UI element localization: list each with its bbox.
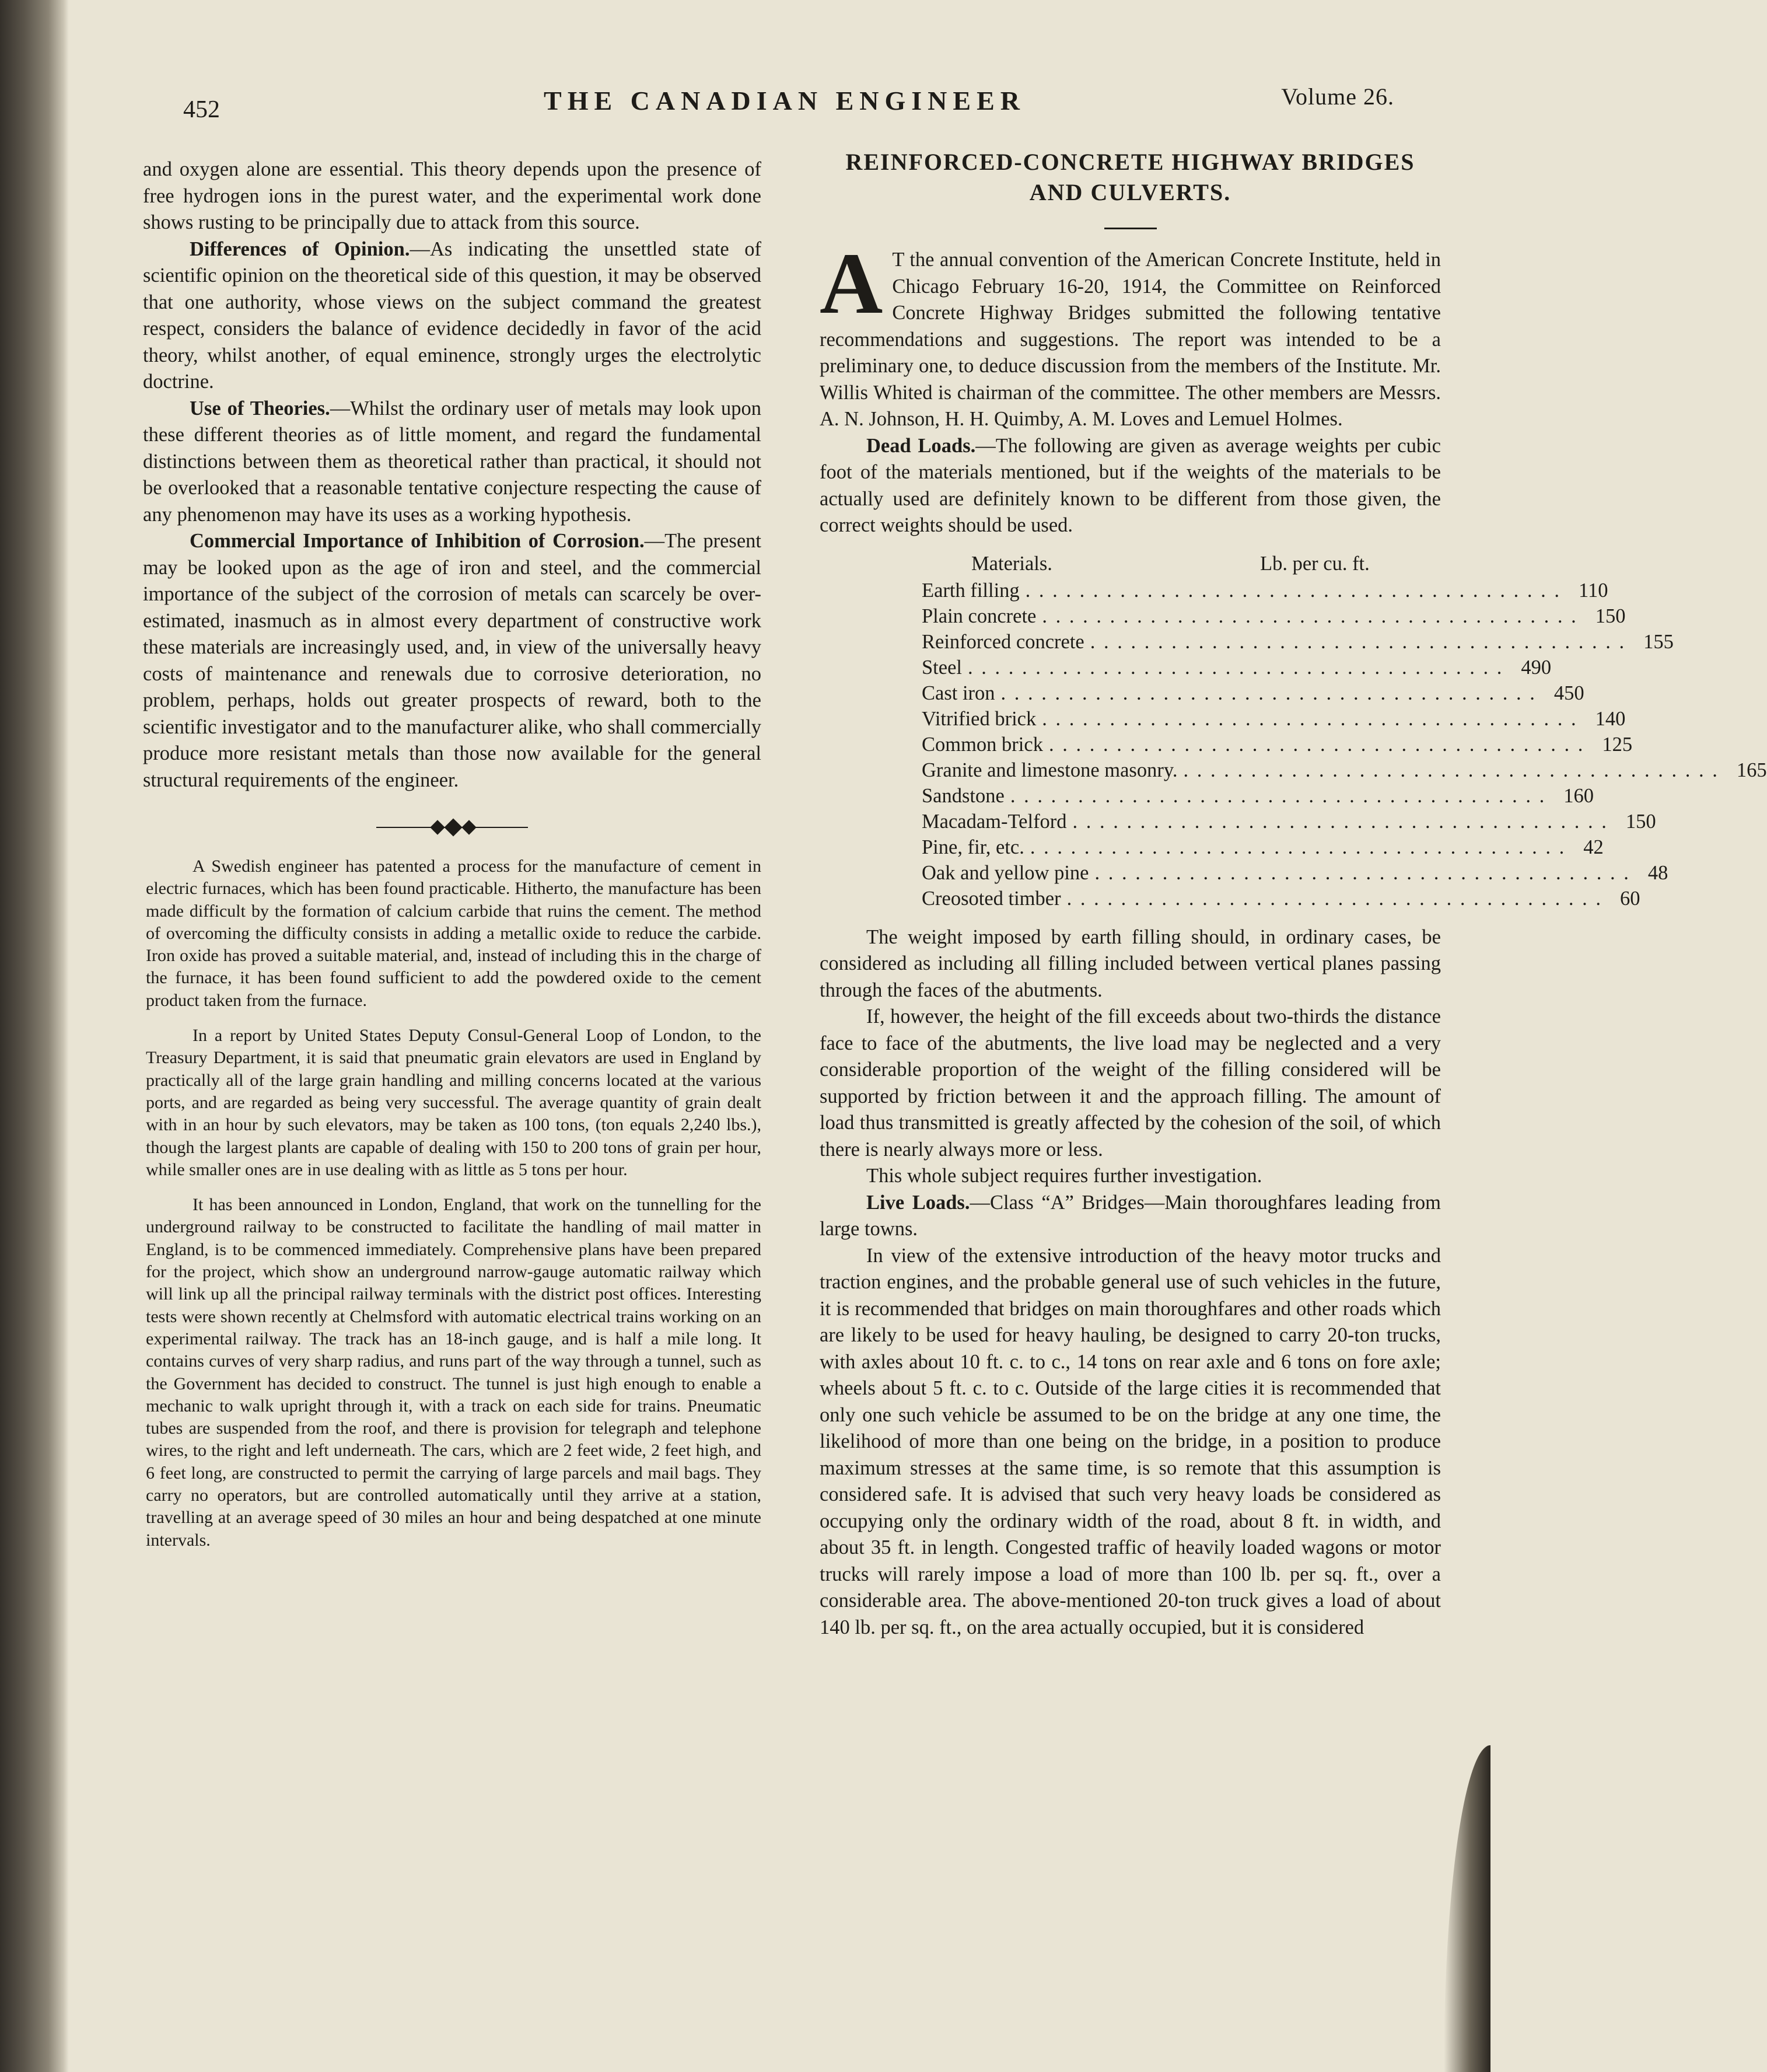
subhead-dead-loads: Dead Loads. (866, 434, 976, 457)
material-name: Pine, fir, etc. (922, 836, 1024, 858)
leader-dots: . . . . . . . . . . . . . . . . . . . . . . . . . . . . . . . . . . . . . . . . (1090, 630, 1626, 653)
leader-dots: . . . . . . . . . . . . . . . . . . . . . . . . . . . . . . . . . . . . . . . . (1072, 810, 1608, 833)
leader-dots: . . . . . . . . . . . . . . . . . . . . . . . . . . . . . . . . . . . . . . . . (1025, 579, 1562, 602)
paragraph-rust-theory: and oxygen alone are essential. This theory depends upon the presence of free hydrogen ions in the purest water, and the experimental work done shows rusting to be principally due to attack from this source. (143, 158, 761, 233)
material-weight: 60 (1619, 887, 1640, 910)
table-row (922, 629, 1674, 655)
table-row (922, 680, 1584, 706)
subhead-differences: Differences of Opinion. (190, 237, 410, 260)
material-name: Creosoted timber (922, 887, 1061, 910)
leader-dots: . . . . . . . . . . . . . . . . . . . . . . . . . . . . . . . . . . . . . . . . (1183, 759, 1719, 781)
right-column (820, 149, 1767, 1641)
leader-dots: . . . . . . . . . . . . . . . . . . . . . . . . . . . . . . . . . . . . . . . . (1042, 605, 1578, 627)
material-name: Oak and yellow pine (922, 861, 1089, 884)
leader-dots: . . . . . . . . . . . . . . . . . . . . . . . . . . . . . . . . . . . . . . . . (1042, 707, 1578, 730)
table-row (922, 757, 1767, 783)
page-number: 452 (183, 96, 220, 123)
material-weight: 490 (1521, 656, 1552, 679)
material-name: Sandstone (922, 784, 1005, 807)
table-row (922, 834, 1604, 860)
table-row (922, 809, 1656, 834)
table-row (922, 603, 1626, 629)
leader-dots: . . . . . . . . . . . . . . . . . . . . . . . . . . . . . . . . . . . . . . . . (1000, 682, 1537, 704)
leader-dots: . . . . . . . . . . . . . . . . . . . . . . . . . . . . . . . . . . . . . . . . (1010, 784, 1546, 807)
section-divider-ornament (376, 816, 528, 839)
table-row (922, 655, 1552, 680)
material-name: Earth filling (922, 579, 1020, 602)
intro-text: T the annual convention of the American Concrete Institute, held in Chicago February 16-20, 1914, the Committee on Reinforced Concrete Highway Bridges submitted the following tentative recommendations and suggestions. The report was intended to be a preliminary one, to deduce discussion from the members of the Institute. Mr. Willis Whited is chairman of the committee. The other members are Messrs. A. N. Johnson, H. H. Quimby, A. M. Loves and Lemuel Holmes. (820, 249, 1441, 430)
note-swedish-cement: A Swedish engineer has patented a process for the manufacture of cement in electric furnaces, which has been found practicable. Hitherto, the manufacture has been made difficult by the formation of calcium carbide that ruins the cement. The method of overcoming the difficulty consists in adding a metallic oxide to reduce the carbide. Iron oxide has proved a suitable material, and, instead of including this in the charge of the furnace, it has been found sufficient to add the powdered oxide to the cement product taken from the furnace. (146, 857, 761, 1010)
paragraph-dead-loads-text: —The following are given as average weights per cubic foot of the materials mentioned, but if the weights of the materials to be actually used are definitely known to be different from those given, the correct weights should be used. (820, 434, 1441, 536)
table-header (922, 551, 1388, 576)
material-name: Common brick (922, 733, 1043, 756)
materials-weight-table (922, 551, 1767, 911)
leader-dots: . . . . . . . . . . . . . . . . . . . . . . . . . . . . . . . . . . . . . . . . (967, 656, 1504, 679)
material-weight: 150 (1595, 605, 1626, 627)
page-header (175, 81, 1394, 123)
article-title-line2: AND CULVERTS. (1029, 179, 1231, 205)
material-weight: 150 (1625, 810, 1656, 833)
page-curl-shadow (1444, 1745, 1490, 2072)
table-row (922, 860, 1668, 886)
leader-dots: . . . . . . . . . . . . . . . . . . . . . . . . . . . . . . . . . . . . . . . . (1030, 836, 1566, 858)
journal-title: THE CANADIAN ENGINEER (544, 86, 1026, 116)
leader-dots: . . . . . . . . . . . . . . . . . . . . . . . . . . . . . . . . . . . . . . . . (1048, 733, 1585, 756)
subhead-live-loads: Live Loads. (866, 1191, 970, 1214)
material-weight: 165 (1736, 759, 1767, 781)
subhead-theories: Use of Theories. (190, 397, 330, 420)
material-weight: 42 (1583, 836, 1604, 858)
leader-dots: . . . . . . . . . . . . . . . . . . . . . . . . . . . . . . . . . . . . . . . . (1066, 887, 1602, 910)
paragraph-commercial (143, 528, 761, 794)
table-row (922, 732, 1633, 757)
table-header-materials: Materials. (971, 552, 1052, 575)
paragraph-theories (143, 396, 761, 529)
table-row (922, 578, 1608, 603)
table-row (922, 783, 1594, 809)
table-row (922, 886, 1640, 911)
drop-cap: A (820, 235, 883, 332)
material-name: Granite and limestone masonry. (922, 759, 1178, 781)
left-column (143, 156, 761, 1552)
paragraph-heavy-trucks: In view of the extensive introduction of the heavy motor trucks and traction engines, and the probable general use of such vehicles in the future, it is recommended that bridges on main thoroughfares and other roads which are likely to be used for heavy hauling, be designed to carry 20-ton trucks, with axles about 10 ft. c. to c., 14 tons on rear axle and 6 tons on fore axle; wheels about 5 ft. c. to c. Outside of the large cities it is recommended that only one such vehicle be assumed to be on the bridge at any one time, the likelihood of more than one being on the bridge, in a position to produce maximum stresses at the same time, is so remote that this assumption is considered safe. It is advised that such very heavy loads be considered as occupying only the ordinary width of the road, about 8 ft. in width, and about 35 ft. in length. Congested traffic of heavily loaded wagons or motor trucks will rarely impose a load of more than 100 lb. per sq. ft., over a considerable area. The above-mentioned 20-ton truck gives a load of about 140 lb. per sq. ft., on the area actually occupied, but it is considered (820, 1244, 1441, 1638)
material-weight: 48 (1647, 861, 1668, 884)
news-notes (143, 855, 761, 1552)
paragraph-commercial-text: —The present may be looked upon as the age of iron and steel, and the commercial importance of the subject of the corrosion of metals can scarcely be over-estimated, inasmuch as in almost every department of constructive work these materials are increasingly used, and, in view of the universally heavy costs of maintenance and renewals due to corrosive deterioration, no problem, perhaps, holds out greater prospects of reward, both to the scientific investigator and to the manufacturer alike, who shall commercially produce more resistant metals than those now available for the general structural requirements of the engineer. (143, 530, 761, 791)
paragraph-theories-text: —Whilst the ordinary user of metals may look upon these different theories as of little moment, and regard the fundamental distinctions between them as theoretical rather than practical, it should not be overlooked that a reasonable tentative conjecture respecting the cause of any phenomenon may have its uses as a working hypothesis. (143, 397, 761, 526)
material-name: Vitrified brick (922, 707, 1037, 730)
paragraph-differences-text: —As indicating the unsettled state of scientific opinion on the theoretical side of this question, it may be observed that one authority, whose views on the subject command the greatest respect, considers the balance of evidence decidedly in favor of the acid theory, whilst another, of equal eminence, strongly urges the electrolytic doctrine. (143, 237, 761, 393)
table-header-weight: Lb. per cu. ft. (1260, 552, 1370, 575)
material-name: Reinforced concrete (922, 630, 1084, 653)
material-name: Macadam-Telford (922, 810, 1067, 833)
paragraph-live-loads-text: —Class “A” Bridges—Main thoroughfares leading from large towns. (820, 1191, 1441, 1240)
table-row (922, 706, 1626, 732)
paragraph-investigation: This whole subject requires further investigation. (866, 1165, 1262, 1187)
volume-label: Volume 26. (1281, 83, 1394, 110)
paragraph-differences (143, 236, 761, 396)
note-grain-elevators: In a report by United States Deputy Consul-General Loop of London, to the Treasury Department, it is said that pneumatic grain elevators are used in England by practically all of the large grain handling and milling concerns located at the various ports, and are regarded as being very successful. The average quantity of grain dealt with in an hour by such elevators, may be taken as 100 tons, (ton equals 2,240 lbs.), though the largest plants are capable of dealing with 150 to 200 tons of grain per hour, while smaller ones are in use dealing with as little as 5 tons per hour. (146, 1026, 761, 1179)
material-name: Plain concrete (922, 605, 1037, 627)
intro-paragraph (820, 235, 1441, 433)
paragraph-live-loads (820, 1190, 1441, 1243)
note-mail-railway: It has been announced in London, England, that work on the tunnelling for the underground railway to be constructed to facilitate the handling of mail matter in England, is to be commenced immediately. Comprehensive plans have been prepared for the project, which show an underground narrow-gauge automatic railway which will link up all the principal railway terminals with the district post offices. Interesting tests were shown recently at Chelmsford with automatic electrical trains working on an experimental railway. The track has an 18-inch gauge, and is half a mile long. It contains curves of very sharp radius, and runs part of the way through a tunnel, such as the Government has decided to construct. The tunnel is just high enough to enable a mechanic to walk upright through it, with a track on each side for trains. Pneumatic tubes are suspended from the roof, and there is provision for telegraph and telephone wires, to the right and left underneath. The cars, which are 2 feet wide, 2 feet high, and 6 feet long, are constructed to permit the carrying of large parcels and mail bags. They carry no operators, but are controlled automatically until they arrive at a station, travelling at an average speed of 30 miles an hour and being despatched at one minute intervals. (146, 1195, 761, 1550)
article-title (820, 147, 1441, 208)
book-spine-shadow (0, 0, 69, 2072)
material-weight: 160 (1563, 784, 1594, 807)
material-weight: 450 (1553, 682, 1584, 704)
paragraph-fill-height: If, however, the height of the fill exceeds about two-thirds the distance face to face of the abutments, the live load may be neglected and a very considerable proportion of the weight of the filling considered will be supported by friction between it and the approach filling. The amount of load thus transmitted is greatly affected by the cohesion of the soil, of which there is nearly always more or less. (820, 1005, 1441, 1161)
material-name: Steel (922, 656, 962, 679)
article-title-line1: REINFORCED-CONCRETE HIGHWAY BRIDGES (845, 149, 1415, 175)
material-name: Cast iron (922, 682, 995, 704)
paragraph-earth-filling: The weight imposed by earth filling should, in ordinary cases, be considered as including all filling included between vertical planes passing through the faces of the abutments. (820, 925, 1441, 1001)
material-weight: 155 (1643, 630, 1674, 653)
leader-dots: . . . . . . . . . . . . . . . . . . . . . . . . . . . . . . . . . . . . . . . . (1094, 861, 1630, 884)
title-rule (1104, 228, 1157, 229)
material-weight: 125 (1602, 733, 1633, 756)
subhead-commercial: Commercial Importance of Inhibition of Corrosion. (190, 530, 645, 552)
paragraph-dead-loads (820, 433, 1441, 539)
material-weight: 110 (1579, 579, 1608, 602)
material-weight: 140 (1595, 707, 1626, 730)
